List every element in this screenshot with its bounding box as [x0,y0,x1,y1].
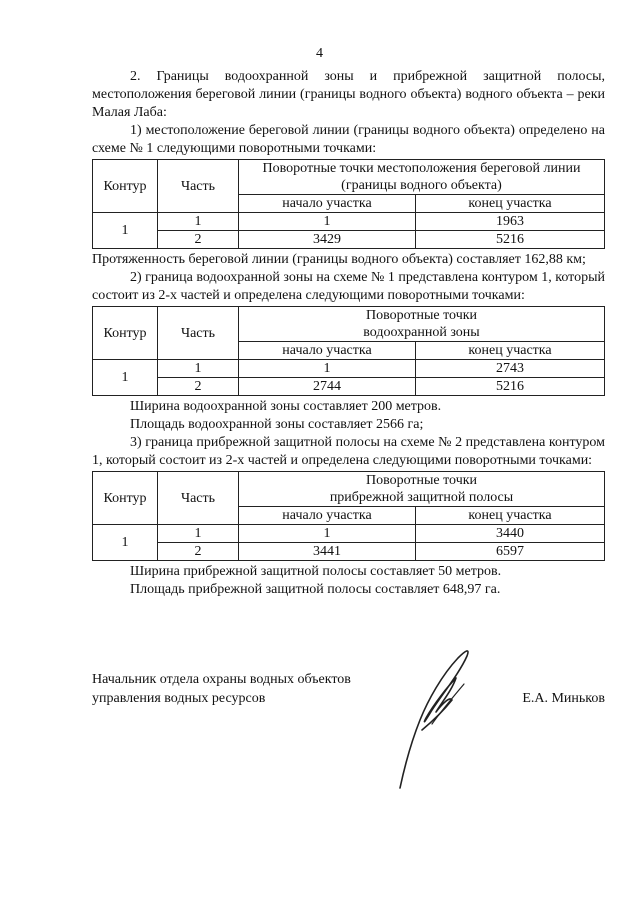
page-number: 4 [316,46,323,61]
pzp-width: Ширина прибрежной защитной полосы составляет 50 метров. [130,564,502,579]
col-header-start: начало участка [239,507,416,525]
group-header-line2: прибрежной защитной полосы [239,489,605,507]
col-header-end: конец участка [416,342,605,360]
contour-cell: 1 [93,525,158,561]
end-cell: 1963 [416,213,605,231]
table-row [93,378,605,396]
col-header-end: конец участка [416,195,605,213]
col-header-chast: Часть [158,307,239,360]
part-cell: 2 [158,378,239,396]
part-cell: 1 [158,525,239,543]
signature-block [92,670,605,810]
part-cell: 1 [158,213,239,231]
wpz-width: Ширина водоохранной зоны составляет 200 метров. [130,399,442,414]
item1-intro: 1) местоположение береговой линии (границы водного объекта) определено на схеме № 1 следующими поворотными точками: [92,123,605,156]
group-header-line1: Поворотные точки [239,472,605,490]
item3-intro: 3) граница прибрежной защитной полосы на схеме № 2 представлена контуром 1, который состоит из 2-х частей и определена следующими поворотными точками: [92,435,605,468]
end-cell: 6597 [416,543,605,561]
part-cell: 2 [158,231,239,249]
col-header-start: начало участка [239,195,416,213]
signatory-position-line1: Начальник отдела охраны водных объектов [92,672,351,687]
col-header-kontur: Контур [93,472,158,525]
document-body [92,68,605,599]
table-row [93,360,605,378]
part-cell: 2 [158,543,239,561]
item2-intro: 2) граница водоохранной зоны на схеме № 1 представлена контуром 1, который состоит из 2-х частей и определена следующими поворотными точками: [92,270,605,303]
table-row [93,543,605,561]
wpz-area: Площадь водоохранной зоны составляет 2566 га; [130,417,424,432]
end-cell: 5216 [416,378,605,396]
handwritten-signature [392,640,492,790]
col-header-start: начало участка [239,342,416,360]
start-cell: 3441 [239,543,416,561]
shoreline-table [92,159,605,249]
col-header-kontur: Контур [93,307,158,360]
start-cell: 1 [239,360,416,378]
group-header-line2: водоохранной зоны [239,324,605,342]
col-header-chast: Часть [158,160,239,213]
signatory-name: Е.А. Миньков [522,691,605,706]
pzp-area: Площадь прибрежной защитной полосы составляет 648,97 га. [130,582,501,597]
table-row [93,231,605,249]
start-cell: 3429 [239,231,416,249]
start-cell: 1 [239,525,416,543]
section-heading: 2. Границы водоохранной зоны и прибрежной защитной полосы, местоположения береговой линии (границы водного объекта) водного объекта – реки Малая Лаба: [92,69,605,120]
contour-cell: 1 [93,213,158,249]
shoreline-length: Протяженность береговой линии (границы водного объекта) составляет 162,88 км; [92,252,586,267]
group-header: Поворотные точки местоположения береговой линии (границы водного объекта) [239,160,605,195]
water-protection-zone-table [92,306,605,396]
start-cell: 1 [239,213,416,231]
col-header-chast: Часть [158,472,239,525]
col-header-kontur: Контур [93,160,158,213]
signatory-position-line2: управления водных ресурсов [92,691,266,706]
start-cell: 2744 [239,378,416,396]
contour-cell: 1 [93,360,158,396]
end-cell: 2743 [416,360,605,378]
part-cell: 1 [158,360,239,378]
coastal-strip-table [92,471,605,561]
table-row [93,213,605,231]
end-cell: 3440 [416,525,605,543]
end-cell: 5216 [416,231,605,249]
group-header-line1: Поворотные точки [239,307,605,325]
col-header-end: конец участка [416,507,605,525]
table-row [93,525,605,543]
